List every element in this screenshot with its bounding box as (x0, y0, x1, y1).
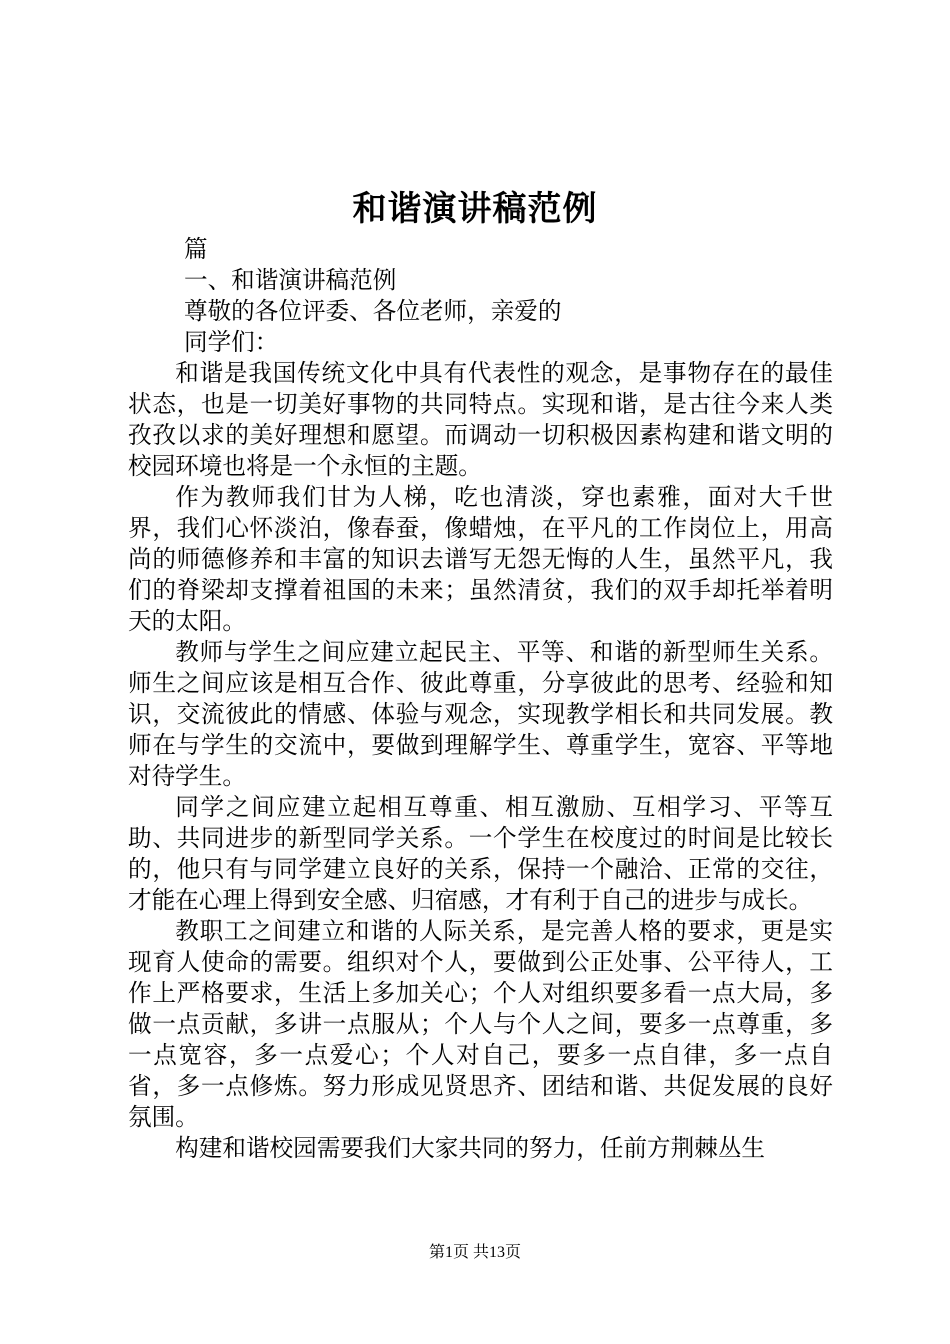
paragraph: 作为教师我们甘为人梯，吃也清淡，穿也素雅，面对大千世界，我们心怀淡泊，像春蚕，像蜡烛，在平凡的工作岗位上，用高尚的师德修养和丰富的知识去谱写无怨无悔的人生，虽然平凡，我们的脊梁却支撑着祖国的未来；虽然清贫，我们的双手却托举着明天的太阳。 (128, 483, 833, 635)
paragraph: 同学之间应建立起相互尊重、相互激励、互相学习、平等互助、共同进步的新型同学关系。一个学生在校度过的时间是比较长的，他只有与同学建立良好的关系，保持一个融洽、正常的交往，才能在心理上得到安全感、归宿感，才有利于自己的进步与成长。 (128, 793, 833, 914)
section-heading: 一、和谐演讲稿范例 (184, 266, 397, 294)
document-body (128, 234, 833, 1164)
paragraph: 教职工之间建立和谐的人际关系，是完善人格的要求，更是实现育人使命的需要。组织对个人，要做到公正处事、公平待人，工作上严格要求，生活上多加关心；个人对组织要多看一点大局，多做一点贡献，多讲一点服从；个人与个人之间，要多一点尊重，多一点宽容，多一点爱心；个人对自己，要多一点自律，多一点自省，多一点修炼。努力形成见贤思齐、团结和谐、共促发展的良好氛围。 (128, 917, 833, 1131)
page-number-footer: 第1页 共13页 (428, 1244, 521, 1261)
salutation-line: 尊敬的各位评委、各位老师，亲爱的 (184, 297, 562, 325)
heading-line: 篇 (184, 235, 208, 263)
page-title: 和谐演讲稿范例 (352, 189, 598, 229)
salutation-line: 同学们： (184, 328, 279, 356)
paragraph: 构建和谐校园需要我们大家共同的努力，任前方荆棘丛生 (175, 1134, 766, 1162)
paragraph: 和谐是我国传统文化中具有代表性的观念，是事物存在的最佳状态，也是一切美好事物的共同特点。实现和谐，是古往今来人类孜孜以求的美好理想和愿望。而调动一切积极因素构建和谐文明的校园环境也将是一个永恒的主题。 (128, 359, 833, 480)
paragraph: 教师与学生之间应建立起民主、平等、和谐的新型师生关系。师生之间应该是相互合作、彼此尊重，分享彼此的思考、经验和知识，交流彼此的情感、体验与观念，实现教学相长和共同发展。教师在与学生的交流中，要做到理解学生、尊重学生，宽容、平等地对待学生。 (128, 638, 833, 790)
